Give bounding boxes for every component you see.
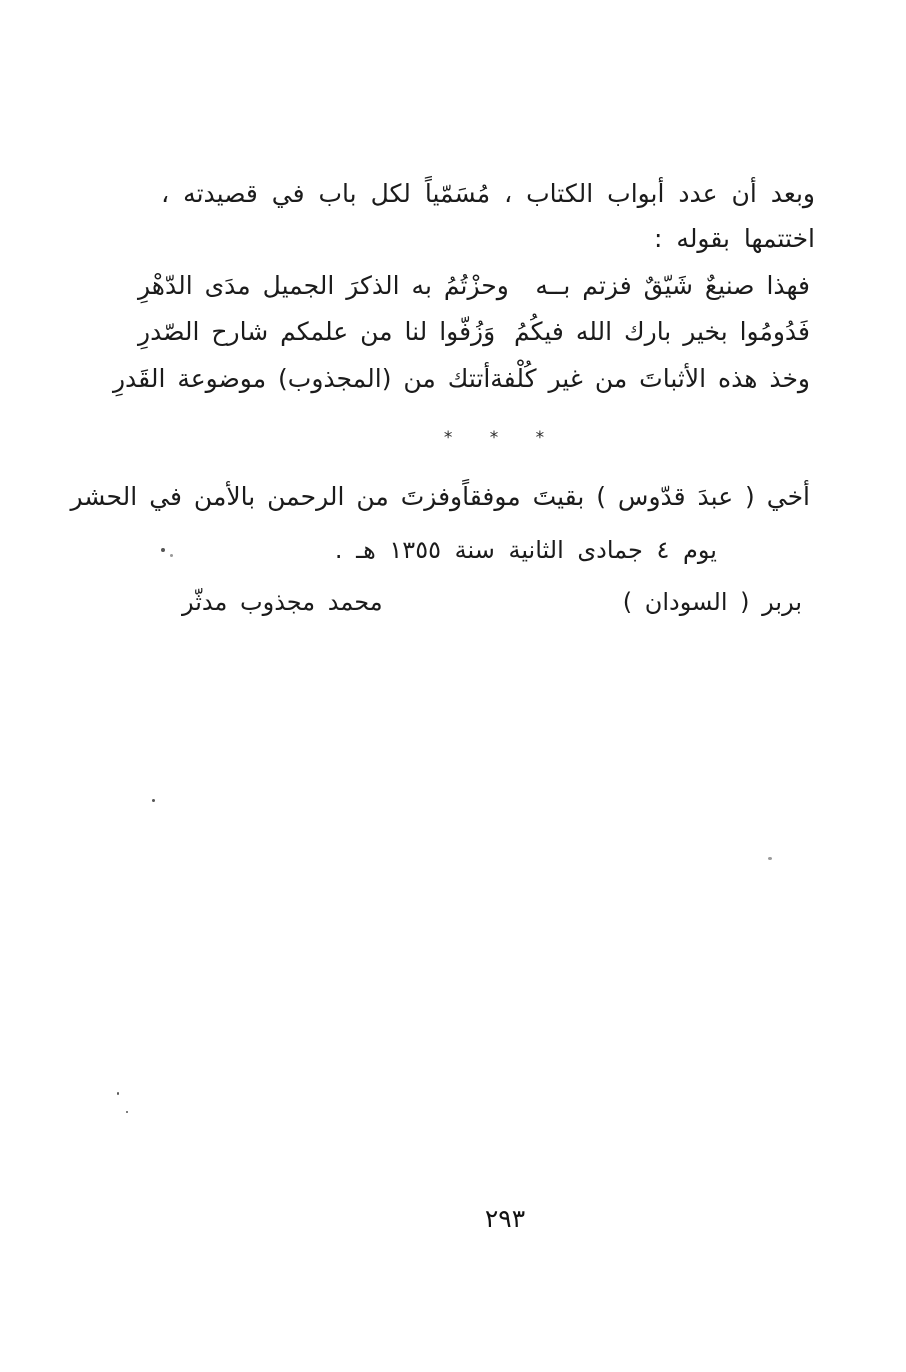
date-line: يوم ٤ جمادى الثانية سنة ١٣٥٥ هـ .: [334, 536, 717, 564]
scan-noise-speck: [170, 554, 173, 557]
hemistich-first: فهذا صنيعٌ شَيّقٌ فزتم بــه: [535, 271, 810, 300]
verse-couplet: [138, 268, 810, 304]
hemistich-second: وَزُفّوا لنا من علمكم شارح الصّدرِ: [138, 317, 496, 346]
hemistich-second: وحزْتُمُ به الذكرَ الجميل مدَى الدّهْرِ: [138, 271, 509, 300]
verse-couplet-closing: [70, 479, 810, 515]
hemistich-first: وخذ هذه الأثباتَ من غير كُلْفة: [490, 364, 810, 393]
intro-paragraph-line-1: وبعد أن عدد أبواب الكتاب ، مُسَمّياً لكل باب في قصيدته ،: [161, 179, 815, 208]
hemistich-first: أخي ( عبدَ قدّوس ) بقيتَ موفقاً: [462, 482, 810, 511]
scan-noise-speck: [152, 799, 155, 802]
place-signature: بربر ( السودان ): [622, 588, 802, 616]
section-separator-stars: * * *: [443, 428, 561, 448]
intro-paragraph-line-2: اختتمها بقوله :: [654, 224, 815, 253]
hemistich-first: فَدُومُوا بخير بارك الله فيكُمُ: [513, 317, 810, 346]
verse-couplet: [138, 314, 810, 350]
hemistich-second: وفزتَ من الرحمن بالأمن في الحشر: [70, 482, 463, 511]
scan-noise-speck: [768, 857, 772, 860]
hemistich-second: أتتك من (المجذوب) موضوعة القَدرِ: [112, 364, 491, 393]
scan-noise-speck: [126, 1111, 128, 1113]
scan-noise-speck: [161, 548, 165, 552]
author-signature: محمد مجذوب مدثّر: [182, 588, 383, 616]
scan-noise-speck: [117, 1092, 119, 1095]
verse-couplet: [112, 361, 810, 397]
page-number: ٢٩٣: [484, 1204, 526, 1233]
